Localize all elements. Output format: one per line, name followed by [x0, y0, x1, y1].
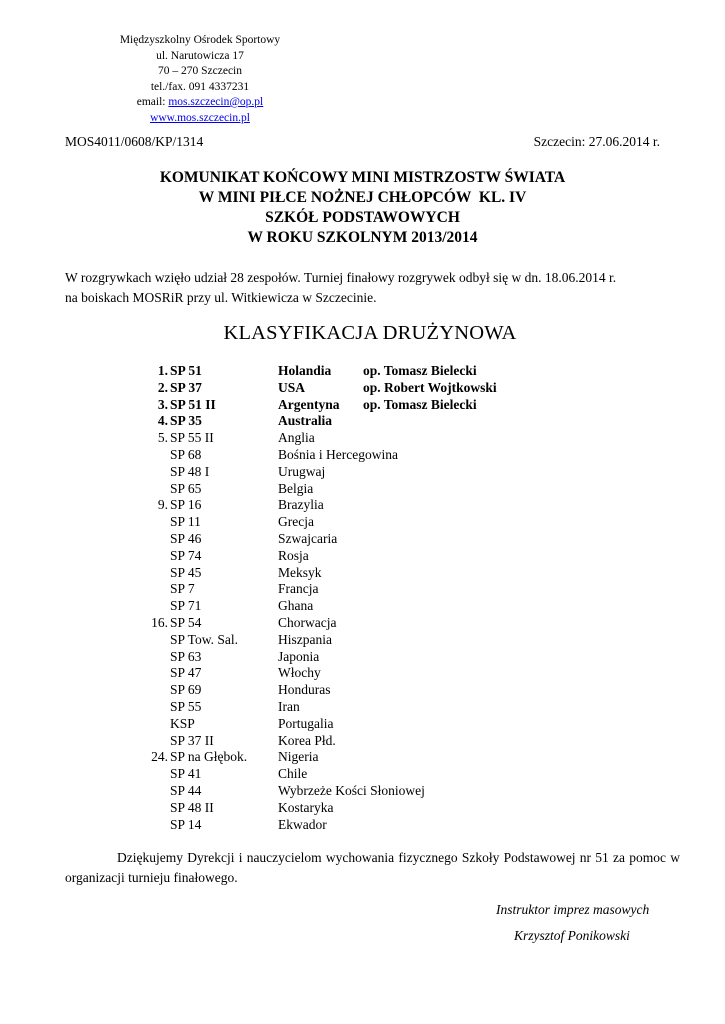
result-country: Francja — [278, 581, 319, 597]
result-country: Holandia — [278, 363, 332, 378]
website-link[interactable]: www.mos.szczecin.pl — [150, 111, 250, 124]
result-country: Korea Płd. — [278, 732, 336, 748]
org-website-line — [100, 111, 300, 127]
result-country: Argentyna — [278, 396, 340, 412]
result-school: SP 54 — [170, 614, 202, 630]
org-email-line — [100, 95, 300, 111]
intro-line-1: W rozgrywkach wzięło udział 28 zespołów. Turniej finałowy rozgrywek odbył się w dn. 18.06.2014 r. — [65, 270, 617, 285]
result-country: Anglia — [278, 430, 315, 446]
result-school: SP 46 — [170, 530, 202, 546]
letterhead — [100, 33, 300, 126]
result-school: SP 69 — [170, 682, 202, 698]
result-country: Ekwador — [278, 816, 327, 832]
result-coach: op. Tomasz Bielecki — [363, 396, 477, 412]
title-line-4: W ROKU SZKOLNYM 2013/2014 — [247, 229, 478, 246]
result-school: SP 55 II — [170, 430, 214, 446]
result-school: SP 48 I — [170, 463, 210, 479]
result-coach: op. Tomasz Bielecki — [363, 363, 477, 378]
result-coach: op. Robert Wojtkowski — [363, 379, 497, 395]
result-country: USA — [278, 379, 306, 395]
result-school: SP 37 — [170, 379, 202, 395]
org-name: Międzyszkolny Ośrodek Sportowy — [119, 34, 281, 46]
result-country: Honduras — [278, 682, 331, 698]
title-line-3: SZKÓŁ PODSTAWOWYCH — [265, 209, 460, 226]
result-rank: 1. — [157, 363, 168, 378]
email-link[interactable]: mos.szczecin@op.pl — [168, 96, 264, 108]
result-rank: 4. — [157, 413, 168, 429]
result-rank: 16. — [151, 614, 168, 630]
section-title: KLASYFIKACJA DRUŻYNOWA — [223, 322, 517, 344]
result-country: Hiszpania — [278, 631, 332, 647]
result-country: Iran — [278, 698, 300, 714]
result-school: SP 7 — [170, 581, 195, 597]
result-school: SP na Głębok. — [170, 749, 248, 765]
result-school: SP 41 — [170, 766, 202, 782]
result-school: SP 51 — [170, 363, 202, 378]
result-school: SP 35 — [170, 413, 202, 429]
document-date: Szczecin: 27.06.2014 r. — [533, 134, 660, 149]
org-city: 70 – 270 Szczecin — [158, 65, 242, 77]
result-country: Portugalia — [278, 715, 334, 731]
title-line-2: W MINI PIŁCE NOŻNEJ CHŁOPCÓW KL. IV — [198, 189, 527, 206]
org-phone: tel./fax. 091 4337231 — [150, 80, 250, 93]
result-country: Chorwacja — [278, 614, 337, 630]
result-country: Nigeria — [278, 749, 319, 765]
result-school: SP 71 — [170, 598, 202, 614]
result-country: Rosja — [278, 547, 309, 563]
result-rank: 2. — [157, 379, 168, 395]
document-reference: MOS4011/0608/KP/1314 — [65, 134, 204, 149]
signature-role: Instruktor imprez masowych — [496, 902, 650, 917]
result-school: SP 74 — [170, 547, 202, 563]
thanks-paragraph: Dziękujemy Dyrekcji i nauczycielom wychowania fizycznego Szkoły Podstawowej nr 51 za pomoc w organizacji turnieju finałowego. — [65, 850, 680, 885]
signature-name: Krzysztof Ponikowski — [514, 928, 630, 943]
result-school: SP 55 — [170, 698, 202, 714]
result-school: SP 63 — [170, 648, 202, 664]
result-rank: 3. — [157, 396, 168, 412]
result-school: SP Tow. Sal. — [170, 631, 238, 647]
result-country: Japonia — [278, 648, 320, 664]
result-school: SP 51 II — [170, 396, 216, 412]
result-rank: 9. — [157, 497, 168, 513]
title-line-1: KOMUNIKAT KOŃCOWY MINI MISTRZOSTW ŚWIATA — [159, 169, 566, 186]
result-country: Włochy — [278, 665, 321, 681]
result-school: SP 45 — [170, 564, 202, 580]
result-school: SP 65 — [170, 480, 202, 496]
result-country: Meksyk — [278, 564, 322, 580]
result-country: Wybrzeże Kości Słoniowej — [278, 782, 425, 798]
org-street: ul. Narutowicza 17 — [156, 49, 244, 62]
result-school: SP 37 II — [170, 732, 214, 748]
result-school: SP 14 — [170, 816, 202, 832]
email-label: email: — [136, 96, 166, 108]
result-country: Chile — [278, 766, 308, 782]
result-school: KSP — [170, 715, 195, 731]
result-school: SP 48 II — [170, 799, 214, 815]
result-school: SP 11 — [170, 514, 201, 530]
intro-paragraph — [65, 268, 665, 308]
intro-line-2: na boiskach MOSRiR przy ul. Witkiewicza w Szczecinie. — [65, 290, 377, 305]
result-country: Szwajcaria — [278, 530, 338, 546]
result-school: SP 47 — [170, 665, 202, 681]
result-country: Ghana — [278, 598, 314, 614]
result-school: SP 44 — [170, 782, 202, 798]
result-country: Brazylia — [278, 497, 324, 513]
result-school: SP 68 — [170, 446, 202, 462]
result-country: Bośnia i Hercegowina — [278, 446, 398, 462]
result-country: Belgia — [278, 480, 314, 496]
result-country: Urugwaj — [278, 463, 326, 479]
result-country: Grecja — [278, 514, 314, 530]
document-title — [0, 168, 725, 248]
result-rank: 24. — [151, 749, 168, 765]
result-rank: 5. — [157, 430, 168, 446]
result-country: Kostaryka — [278, 799, 334, 815]
result-country: Australia — [278, 413, 332, 429]
result-school: SP 16 — [170, 497, 202, 513]
